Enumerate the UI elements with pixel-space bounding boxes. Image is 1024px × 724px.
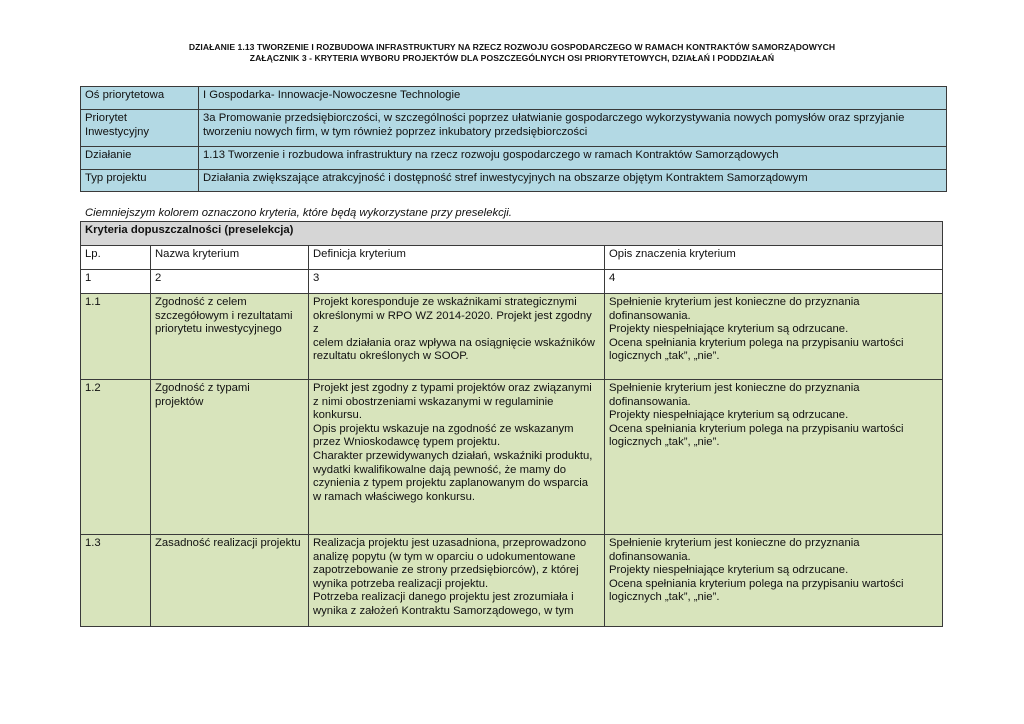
info-value-line: 1.13 Tworzenie i rozbudowa infrastruktury na rzecz rozwoju gospodarczego w ramach Kontraktów Samorządowych [203, 149, 779, 161]
info-value-line: I Gospodarka- Innowacje-Nowoczesne Technologie [203, 89, 461, 101]
column-header-description: Opis znaczenia kryterium [605, 246, 943, 270]
description-line: Ocena spełniania kryterium polega na przypisaniu wartości [609, 336, 904, 349]
criterion-name-line: Zgodność z typami [155, 382, 250, 394]
criteria-row-1-2 [81, 380, 943, 535]
info-value-cell [199, 87, 947, 110]
criterion-lp: 1.1 [81, 294, 151, 380]
column-number: 3 [309, 270, 605, 294]
description-line: logicznych „tak”, „nie”. [609, 436, 720, 449]
priority-info-table [80, 86, 947, 192]
definition-line: konkursu. [313, 409, 362, 422]
description-line: dofinansowania. [609, 550, 691, 563]
info-label-line: Priorytet [85, 112, 128, 124]
definition-line: Potrzeba realizacji danego projektu jest zrozumiała i [313, 591, 574, 604]
info-row-action [81, 147, 947, 170]
criteria-row-1-3 [81, 535, 943, 627]
criteria-table [80, 221, 943, 627]
preselection-note: Ciemniejszym kolorem oznaczono kryteria, które będą wykorzystane przy preselekcji. [85, 207, 512, 219]
description-line: Spełnienie kryterium jest konieczne do przyznania [609, 382, 860, 394]
info-label-line: Oś priorytetowa [85, 89, 165, 101]
definition-line: wynika potrzeba realizacji projektu. [313, 577, 489, 590]
description-line: Projekty niespełniające kryterium są odrzucane. [609, 409, 849, 422]
column-header-definition: Definicja kryterium [309, 246, 605, 270]
description-line: Ocena spełniania kryterium polega na przypisaniu wartości [609, 422, 904, 435]
info-value-cell [199, 170, 947, 192]
definition-line: Projekt koresponduje ze wskaźnikami strategicznymi [313, 296, 577, 308]
info-value-line: tworzeniu nowych firm, w tym również poprzez inkubatory przedsiębiorczości [203, 125, 588, 138]
criterion-description [605, 294, 943, 380]
info-row-investment-priority [81, 110, 947, 147]
header-line-2: ZAŁĄCZNIK 3 - KRYTERIA WYBORU PROJEKTÓW DLA POSZCZEGÓLNYCH OSI PRIORYTETOWYCH, DZIAŁAŃ I PODDZIAŁAŃ [249, 53, 775, 63]
criteria-row-1-1 [81, 294, 943, 380]
definition-line: Charakter przewidywanych działań, wskaźniki produktu, [313, 449, 593, 462]
definition-line: przez Wnioskodawcę typem projektu. [313, 436, 501, 449]
info-label-line: Typ projektu [85, 172, 147, 184]
criteria-header-row [81, 246, 943, 270]
criterion-description [605, 535, 943, 627]
description-line: logicznych „tak”, „nie”. [609, 591, 720, 604]
criterion-name-line: Zasadność realizacji projektu [155, 537, 301, 549]
description-line: Spełnienie kryterium jest konieczne do przyznania [609, 537, 860, 549]
description-line: dofinansowania. [609, 309, 691, 322]
definition-line: rezultatu określonych w SOOP. [313, 350, 469, 363]
info-label-cell [81, 87, 199, 110]
definition-line: z nimi obostrzeniami wskazanymi w regulaminie [313, 395, 554, 408]
description-line: Ocena spełniania kryterium polega na przypisaniu wartości [609, 577, 904, 590]
criterion-lp: 1.2 [81, 380, 151, 535]
criterion-name [151, 294, 309, 380]
info-value-cell [199, 147, 947, 170]
column-number: 4 [605, 270, 943, 294]
info-label-line: Inwestycyjny [85, 125, 150, 138]
definition-line: Opis projektu wskazuje na zgodność ze wskazanym [313, 422, 574, 435]
info-value-line: Działania zwiększające atrakcyjność i dostępność stref inwestycyjnych na obszarze objętym Kontraktem Samorządowym [203, 172, 808, 184]
definition-line: wynika z założeń Kontraktu Samorządowego, w tym [313, 604, 574, 617]
definition-line: celem działania oraz wpływa na osiągnięcie wskaźników [313, 336, 595, 349]
description-line: logicznych „tak”, „nie”. [609, 350, 720, 363]
description-line: Projekty niespełniające kryterium są odrzucane. [609, 323, 849, 336]
criteria-section-row [81, 222, 943, 246]
definition-line: zapotrzebowanie ze strony przedsiębiorców), z której [313, 564, 579, 577]
definition-line: określonymi w RPO WZ 2014-2020. Projekt jest zgodny z [313, 309, 592, 336]
column-number: 2 [151, 270, 309, 294]
info-label-cell [81, 147, 199, 170]
definition-line: Projekt jest zgodny z typami projektów oraz związanymi [313, 382, 592, 394]
column-header-name: Nazwa kryterium [151, 246, 309, 270]
info-label-line: Działanie [85, 149, 132, 161]
criterion-name-line: priorytetu inwestycyjnego [155, 323, 282, 336]
info-label-cell [81, 110, 199, 147]
definition-line: czynienia z typem projektu zaplanowanym do wsparcia [313, 477, 589, 490]
criterion-definition [309, 294, 605, 380]
definition-line: analizę popytu (w tym w oparciu o udokumentowane [313, 550, 576, 563]
description-line: Projekty niespełniające kryterium są odrzucane. [609, 564, 849, 577]
criterion-name [151, 380, 309, 535]
criteria-number-row [81, 270, 943, 294]
info-label-cell [81, 170, 199, 192]
info-row-project-type [81, 170, 947, 192]
definition-line: w ramach właściwego konkursu. [313, 490, 475, 503]
info-value-cell [199, 110, 947, 147]
document-header [0, 42, 1024, 64]
info-value-line: 3a Promowanie przedsiębiorczości, w szczególności poprzez ułatwianie gospodarczego wykorzystywania nowych pomysłów oraz sprzyjanie [203, 112, 905, 124]
criterion-name-line: szczegółowym i rezultatami [155, 309, 293, 322]
definition-line: wydatki kwalifikowalne dają pewność, że mamy do [313, 463, 567, 476]
criterion-name [151, 535, 309, 627]
info-row-priority-axis [81, 87, 947, 110]
description-line: dofinansowania. [609, 395, 691, 408]
criterion-definition [309, 535, 605, 627]
criterion-definition [309, 380, 605, 535]
criterion-name-line: Zgodność z celem [155, 296, 247, 308]
header-line-1: DZIAŁANIE 1.13 TWORZENIE I ROZBUDOWA INFRASTRUKTURY NA RZECZ ROZWOJU GOSPODARCZEGO W RAMACH KONTRAKTÓW SAMORZĄDOWYCH [188, 42, 836, 52]
column-header-lp: Lp. [81, 246, 151, 270]
criterion-name-line: projektów [155, 395, 204, 408]
criterion-lp: 1.3 [81, 535, 151, 627]
definition-line: Realizacja projektu jest uzasadniona, przeprowadzono [313, 537, 587, 549]
description-line: Spełnienie kryterium jest konieczne do przyznania [609, 296, 860, 308]
criterion-description [605, 380, 943, 535]
column-number: 1 [81, 270, 151, 294]
criteria-section-title: Kryteria dopuszczalności (preselekcja) [81, 222, 943, 246]
